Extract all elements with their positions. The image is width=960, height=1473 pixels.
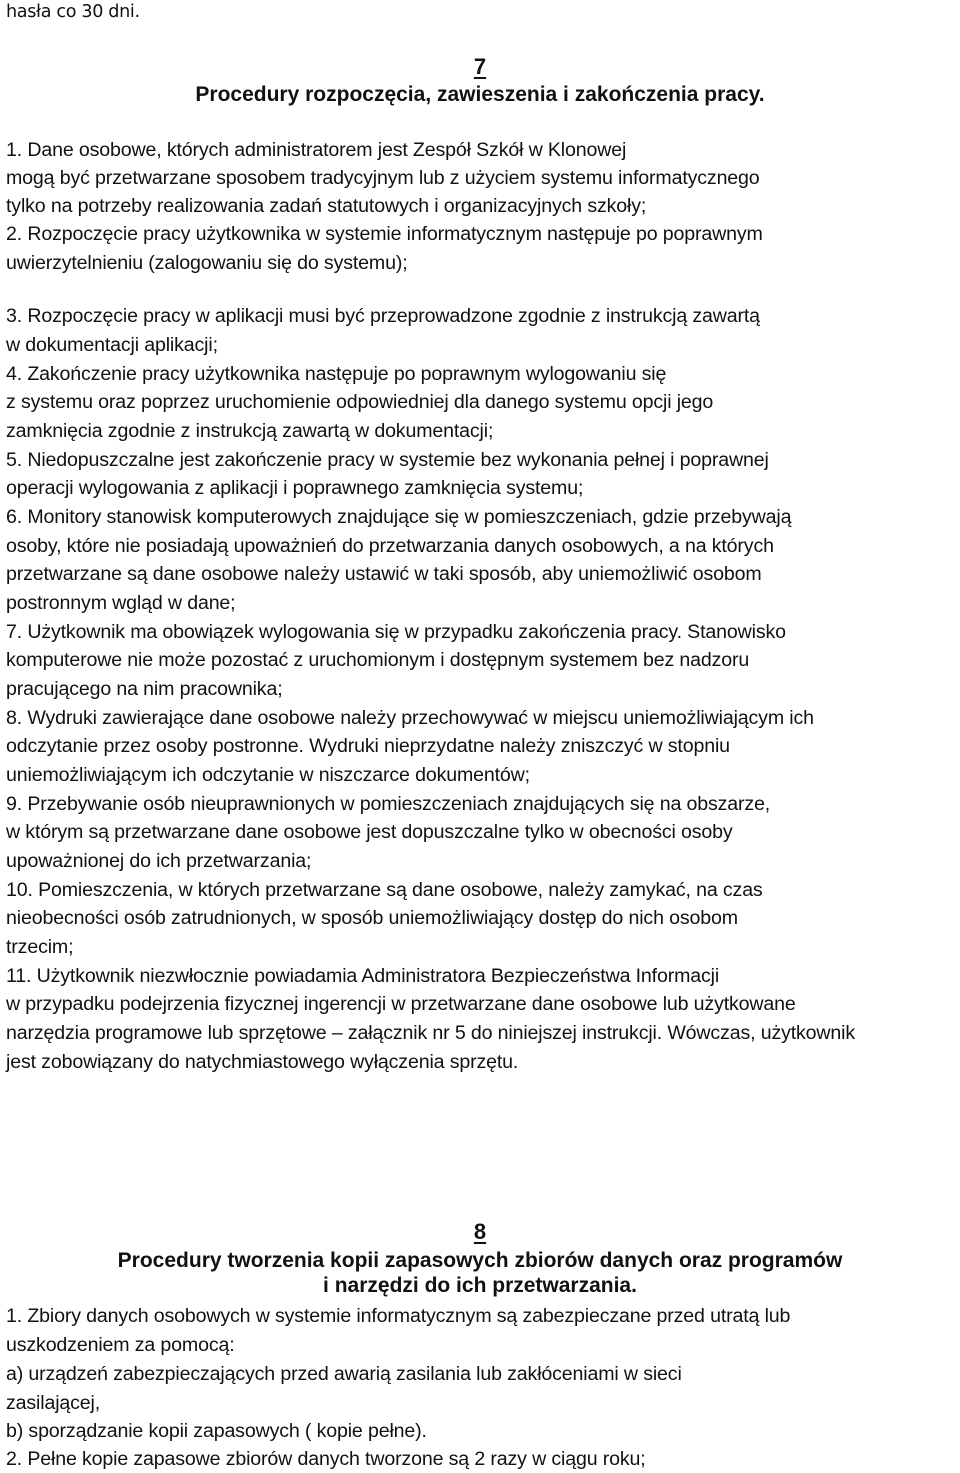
text-line: mogą być przetwarzane sposobem tradycyjnym lub z użyciem systemu informatycznego xyxy=(6,167,760,189)
text-line: uniemożliwiającym ich odczytanie w niszczarce dokumentów; xyxy=(6,764,530,786)
text-line: 5. Niedopuszczalne jest zakończenie pracy w systemie bez wykonania pełnej i poprawnej xyxy=(6,449,769,471)
text-line: przetwarzane są dane osobowe należy ustawić w taki sposób, aby uniemożliwić osobom xyxy=(6,563,762,585)
text-line: jest zobowiązany do natychmiastowego wyłączenia sprzętu. xyxy=(6,1051,519,1073)
text-line: zamknięcia zgodnie z instrukcją zawartą w dokumentacji; xyxy=(6,420,494,442)
text-line: 1. Zbiory danych osobowych w systemie informatycznym są zabezpieczane przed utratą lub xyxy=(6,1305,791,1327)
top-fragment: hasła co 30 dni. xyxy=(6,2,140,22)
text-line: w dokumentacji aplikacji; xyxy=(6,334,218,356)
text-line: zasilającej, xyxy=(6,1392,101,1414)
text-line: 1. Dane osobowe, których administratorem jest Zespół Szkół w Klonowej xyxy=(6,139,627,161)
text-line: w którym są przetwarzane dane osobowe jest dopuszczalne tylko w obecności osoby xyxy=(6,821,733,843)
section-7-number: 7 xyxy=(473,54,487,79)
text-line: z systemu oraz poprzez uruchomienie odpowiedniej dla danego systemu opcji jego xyxy=(6,391,714,413)
text-line: trzecim; xyxy=(6,936,74,958)
text-line: 8. Wydruki zawierające dane osobowe należy przechowywać w miejscu uniemożliwiającym ich xyxy=(6,707,814,729)
section-8-title-line-1: Procedury tworzenia kopii zapasowych zbiorów danych oraz programów xyxy=(117,1249,843,1272)
text-line: pracującego na nim pracownika; xyxy=(6,678,283,700)
text-line: 2. Rozpoczęcie pracy użytkownika w systemie informatycznym następuje po poprawnym xyxy=(6,223,763,245)
text-line: 6. Monitory stanowisk komputerowych znajdujące się w pomieszczeniach, gdzie przebywają xyxy=(6,506,792,528)
text-line: postronnym wgląd w dane; xyxy=(6,592,236,614)
text-line: w przypadku podejrzenia fizycznej ingerencji w przetwarzane dane osobowe lub użytkowane xyxy=(6,993,796,1015)
text-line: 4. Zakończenie pracy użytkownika następuje po poprawnym wylogowaniu się xyxy=(6,363,667,385)
text-line: 2. Pełne kopie zapasowe zbiorów danych tworzone są 2 razy w ciągu roku; xyxy=(6,1448,646,1470)
section-8-title-line-2: i narzędzi do ich przetwarzania. xyxy=(323,1274,637,1297)
text-line: odczytanie przez osoby postronne. Wydruki nieprzydatne należy zniszczyć w stopniu xyxy=(6,735,730,757)
text-line: narzędzia programowe lub sprzętowe – załącznik nr 5 do niniejszej instrukcji. Wówczas, użytkownik xyxy=(6,1022,856,1044)
text-line: uszkodzeniem za pomocą: xyxy=(6,1334,235,1356)
text-line: 7. Użytkownik ma obowiązek wylogowania się w przypadku zakończenia pracy. Stanowisko xyxy=(6,621,786,643)
text-line: 9. Przebywanie osób nieuprawnionych w pomieszczeniach znajdujących się na obszarze, xyxy=(6,793,771,815)
text-line: osoby, które nie posiadają upoważnień do przetwarzania danych osobowych, a na których xyxy=(6,535,774,557)
text-line: 11. Użytkownik niezwłocznie powiadamia Administratora Bezpieczeństwa Informacji xyxy=(6,965,720,987)
text-line: upoważnionej do ich przetwarzania; xyxy=(6,850,312,872)
text-line: komputerowe nie może pozostać z uruchomionym i dostępnym systemem bez nadzoru xyxy=(6,649,750,671)
text-line: nieobecności osób zatrudnionych, w sposób uniemożliwiający dostęp do nich osobom xyxy=(6,907,738,929)
section-8-number: 8 xyxy=(473,1219,487,1244)
text-line: uwierzytelnieniu (zalogowaniu się do systemu); xyxy=(6,252,408,274)
text-line: a) urządzeń zabezpieczających przed awarią zasilania lub zakłóceniami w sieci xyxy=(6,1363,682,1385)
text-line: 3. Rozpoczęcie pracy w aplikacji musi być przeprowadzone zgodnie z instrukcją zawartą xyxy=(6,305,760,327)
text-line: operacji wylogowania z aplikacji i poprawnego zamknięcia systemu; xyxy=(6,477,584,499)
text-line: tylko na potrzeby realizowania zadań statutowych i organizacyjnych szkoły; xyxy=(6,195,647,217)
text-line: b) sporządzanie kopii zapasowych ( kopie pełne). xyxy=(6,1420,427,1442)
text-line: 10. Pomieszczenia, w których przetwarzane są dane osobowe, należy zamykać, na czas xyxy=(6,879,763,901)
section-7-title: Procedury rozpoczęcia, zawieszenia i zakończenia pracy. xyxy=(195,83,765,106)
